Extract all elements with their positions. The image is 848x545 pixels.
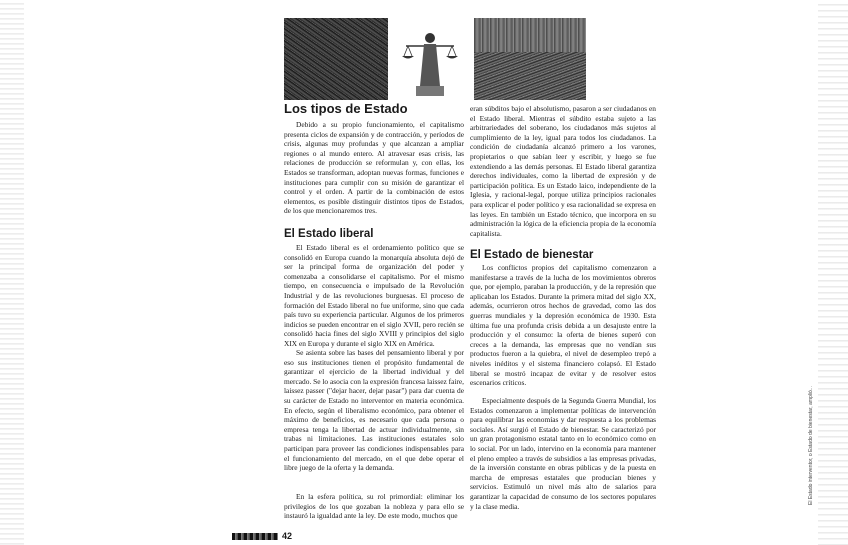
intro-paragraph: Debido a su propio funcionamiento, el capitalismo presenta ciclos de expansión y de contracción, y períodos de crisis, algunas muy profundas y que alcanzan a ampliar regiones o al mundo entero. Al atravesar esas crisis, las relaciones de producción se reformulan y, con ellas, los Estados se transforman, adoptan nuevas formas, funciones e instituciones para cumplir con su misión de garantizar el control y el orden. A partir de la combinación de estos elementos, es posible distinguir distintos tipos de Estados, de los que mencionaremos tres.	[284, 120, 464, 216]
scan-edge-right	[818, 0, 848, 545]
footer-bar	[232, 533, 278, 540]
riot-photo	[284, 18, 388, 100]
margin-note: El Estado interventor, o Estado de bienestar, amplió...	[808, 386, 814, 505]
welfare-state-heading: El Estado de bienestar	[470, 249, 594, 261]
crowd-photo	[474, 18, 586, 100]
liberal-paragraph-2: Se asienta sobre las bases del pensamiento liberal y por eso sus instituciones tienen el propósito fundamental de garantizar el ejercicio de la libertad individual y del mercado. Se lo asocia con la expresión francesa laissez faire, laissez passer ("dejar hacer, dejar pasar") para dar cuenta de su carácter de Estado no interventor en materia económica. En efecto, según el liberalismo económico, para obtener el máximo de beneficios, es necesario que cada persona o empresa tenga la libertad de actuar individualmente, sin trabas ni limitaciones. Las instituciones estatales solo participan para proveer las condiciones indispensables para el funcionamiento del mercado, en el que debe operar el libre juego de la oferta y la demanda.	[284, 348, 464, 473]
page-number: 42	[282, 531, 293, 541]
section-title: Los tipos de Estado	[284, 101, 408, 116]
liberal-paragraph-1: El Estado liberal es el ordenamiento político que se consolidó en Europa cuando la monarquía absoluta dejó de ser la principal forma de organización del poder y comenzaba a consolidarse el capitalismo. Por el mismo tiempo, en consecuencia e impulsado de la Revolución Industrial y de las revoluciones burguesas. El proceso de formación del Estado liberal no fue uniforme, sino que cada país tuvo su experiencia particular. Algunos de los primeros indicios se pueden encontrar en el siglo XVII, pero recién se consolidó hacia fines del siglo XVIII y principios del siglo XIX en Europa y durante el siglo XIX en América.	[284, 243, 464, 348]
page-footer	[232, 531, 292, 541]
liberal-continuation-paragraph: eran súbditos bajo el absolutismo, pasaron a ser ciudadanos en el Estado liberal. Mientras el súbdito estaba sujeto a las arbitrariedades del soberano, los ciudadanos más sujetos al cumplimiento de la ley, igual para todos los ciudadanos. La condición de ciudadanía alcanzó primero a los varones, propietarios o que sabían leer y escribir, y luego se fue extendiendo a las demás personas. El Estado liberal garantiza derechos individuales, como la libertad de expresión y de participación política. Es un Estado laico, independiente de la Iglesia, y racional-legal, porque utiliza principios racionales para explicar el poder político y esa racionalidad se expresa en las leyes. En también un Estado técnico, que incorpora en su administración la lógica de la eficiencia propia de la economía capitalista.	[470, 104, 656, 238]
justice-statue-icon	[392, 24, 468, 100]
welfare-paragraph-1: Los conflictos propios del capitalismo comenzaron a manifestarse a través de la lucha de los movimientos obreros que, por ejemplo, paraban la producción, y de la represión que aplicaban los Estados. Durante la primera mitad del siglo XX, además, ocurrieron otros hechos de gravedad, como las dos guerras mundiales y la depresión económica de 1930. Esta última fue una profunda crisis debida a un desajuste entre la producción y el consumo: la oferta de bienes superó con creces a la demanda, las empresas que no vendían sus productos fueron a la quiebra, el nivel de desempleo trepó a niveles inéditos y el sistema financiero colapsó. El Estado liberal se mostró incapaz de evitar y de resolver estos escenarios críticos.	[470, 263, 656, 388]
liberal-state-heading: El Estado liberal	[284, 228, 374, 240]
liberal-paragraph-3: En la esfera política, su rol primordial: eliminar los privilegios de los que gozaban la nobleza y para ello se instauró la igualdad ante la ley. De este modo, muchos que	[284, 492, 464, 521]
scan-edge-left	[0, 0, 24, 545]
welfare-paragraph-2: Especialmente después de la Segunda Guerra Mundial, los Estados comenzaron a implementar políticas de intervención para equilibrar las economías y dar respuesta a los problemas sociales. Así surgió el Estado de bienestar. Se caracterizó por un gran protagonismo estatal tanto en lo económico como en lo social. Por un lado, intervino en la economía para mantener el pleno empleo a través de subsidios a las empresas privadas, de la inversión constante en obras públicas y de la puesta en marcha de empresas estatales que producían bienes y servicios. Estimuló un nivel más alto de salarios para garantizar la capacidad de consumo de los sectores populares y la clase media.	[470, 396, 656, 511]
